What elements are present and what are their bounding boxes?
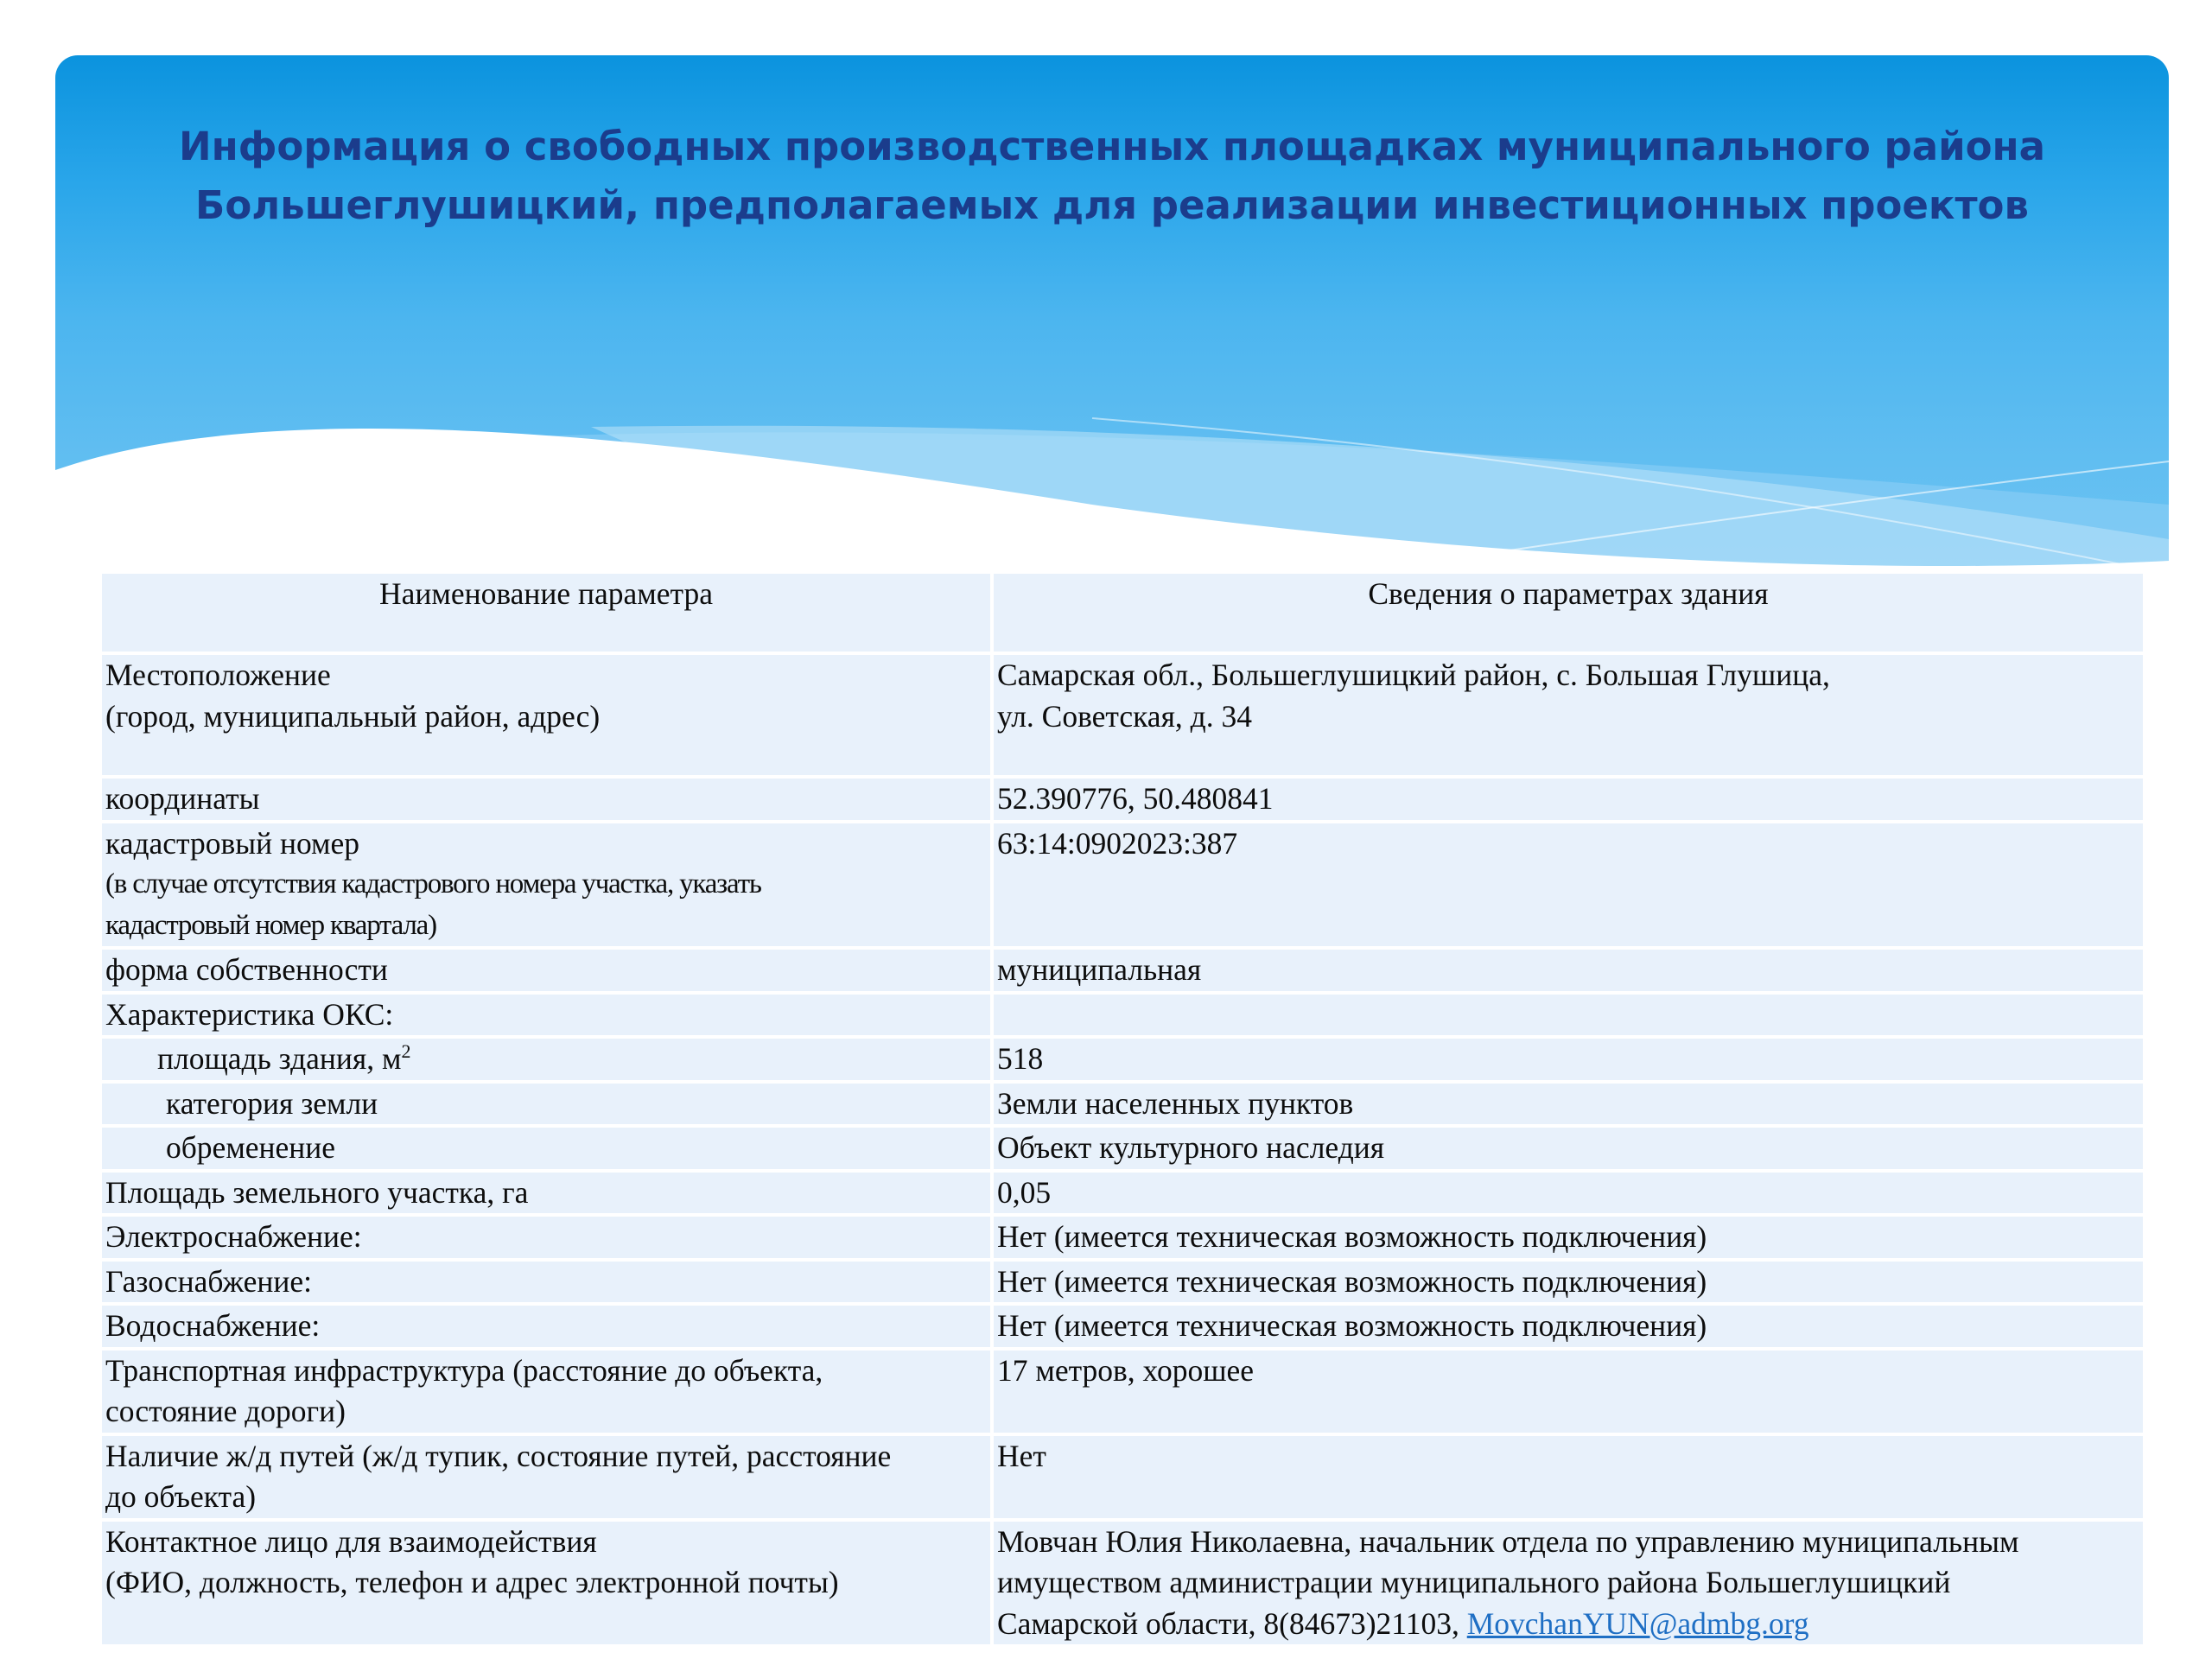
table-row-railway xyxy=(100,1434,2145,1520)
table-row-land-area xyxy=(100,1171,2145,1216)
encumbrance-label: обременение xyxy=(100,1126,992,1171)
contact-value-line3-text: Самарской области, 8(84673)21103, xyxy=(997,1605,1467,1641)
building-area-value: 518 xyxy=(992,1037,2145,1082)
cadastral-value: 63:14:0902023:387 xyxy=(992,822,2145,949)
location-value-line1: Самарская обл., Большеглушицкий район, с. Большая Глушица, xyxy=(997,658,1830,692)
electricity-value: Нет (имеется техническая возможность подключения) xyxy=(992,1215,2145,1260)
cadastral-label-line1: кадастровый номер xyxy=(105,825,360,861)
table-header-row xyxy=(100,572,2145,653)
table-row-oks xyxy=(100,993,2145,1038)
table-row-contact xyxy=(100,1520,2145,1647)
water-value: Нет (имеется техническая возможность подключения) xyxy=(992,1304,2145,1349)
land-area-value: 0,05 xyxy=(992,1171,2145,1216)
header-param-cell: Наименование параметра xyxy=(100,572,992,653)
cadastral-label-line3: кадастровый номер квартала) xyxy=(105,909,436,941)
contact-email-link[interactable]: MovchanYUN@admbg.org xyxy=(1466,1605,1809,1641)
contact-label-line1: Контактное лицо для взаимодействия xyxy=(105,1523,597,1559)
table-row-location xyxy=(100,653,2145,777)
header-banner xyxy=(55,55,2169,574)
gas-value: Нет (имеется техническая возможность подключения) xyxy=(992,1260,2145,1305)
page-title xyxy=(55,118,2169,235)
ownership-label: форма собственности xyxy=(100,948,992,993)
encumbrance-value: Объект культурного наследия xyxy=(992,1126,2145,1171)
oks-value xyxy=(992,993,2145,1038)
building-area-label-text: площадь здания, м xyxy=(157,1041,402,1076)
table-row-transport xyxy=(100,1349,2145,1434)
table-row-electricity xyxy=(100,1215,2145,1260)
contact-value-line2: имуществом администрации муниципального района Большеглушицкий xyxy=(997,1565,1951,1599)
location-label-line2: (город, муниципальный район, адрес) xyxy=(105,698,601,734)
page-title-line2: Большеглушицкий, предполагаемых для реализации инвестиционных проектов xyxy=(195,182,2029,228)
table-row-water xyxy=(100,1304,2145,1349)
railway-value: Нет xyxy=(992,1434,2145,1520)
gas-label: Газоснабжение: xyxy=(100,1260,992,1305)
location-value-line2: ул. Советская, д. 34 xyxy=(997,698,1252,734)
railway-label-line1: Наличие ж/д путей (ж/д тупик, состояние путей, расстояние xyxy=(105,1438,892,1473)
table-row-building-area xyxy=(100,1037,2145,1082)
water-label: Водоснабжение: xyxy=(100,1304,992,1349)
ownership-value: муниципальная xyxy=(992,948,2145,993)
contact-label xyxy=(100,1520,992,1647)
electricity-label: Электроснабжение: xyxy=(100,1215,992,1260)
location-label xyxy=(100,653,992,777)
parameters-table xyxy=(99,570,2146,1648)
railway-label xyxy=(100,1434,992,1520)
cadastral-label-line2: (в случае отсутствия кадастрового номера участка, указать xyxy=(105,868,761,899)
table-row-ownership xyxy=(100,948,2145,993)
building-area-unit-sup: 2 xyxy=(401,1040,411,1063)
table-row-encumbrance xyxy=(100,1126,2145,1171)
header-value-cell: Сведения о параметрах здания xyxy=(992,572,2145,653)
transport-value: 17 метров, хорошее xyxy=(992,1349,2145,1434)
transport-label-line1: Транспортная инфраструктура (расстояние до объекта, xyxy=(105,1352,823,1388)
table-row-land-category xyxy=(100,1082,2145,1127)
table-row-cadastral xyxy=(100,822,2145,949)
contact-label-line2: (ФИО, должность, телефон и адрес электронной почты) xyxy=(105,1565,839,1599)
land-area-label: Площадь земельного участка, га xyxy=(100,1171,992,1216)
transport-label-line2: состояние дороги) xyxy=(105,1394,346,1428)
building-area-label xyxy=(100,1037,992,1082)
railway-label-line2: до объекта) xyxy=(105,1479,257,1514)
page-title-line1: Информация о свободных производственных площадках муниципального района xyxy=(179,124,2045,169)
transport-label xyxy=(100,1349,992,1434)
cadastral-label xyxy=(100,822,992,949)
table-row-gas xyxy=(100,1260,2145,1305)
table-row-coordinates xyxy=(100,777,2145,822)
location-label-line1: Местоположение xyxy=(105,658,331,692)
coordinates-value: 52.390776, 50.480841 xyxy=(992,777,2145,822)
contact-value-line3 xyxy=(997,1604,2139,1645)
land-category-label: категория земли xyxy=(100,1082,992,1127)
contact-value-line1: Мовчан Юлия Николаевна, начальник отдела по управлению муниципальным xyxy=(997,1523,2019,1559)
oks-label: Характеристика ОКС: xyxy=(100,993,992,1038)
contact-value xyxy=(992,1520,2145,1647)
location-value xyxy=(992,653,2145,777)
land-category-value: Земли населенных пунктов xyxy=(992,1082,2145,1127)
coordinates-label: координаты xyxy=(100,777,992,822)
